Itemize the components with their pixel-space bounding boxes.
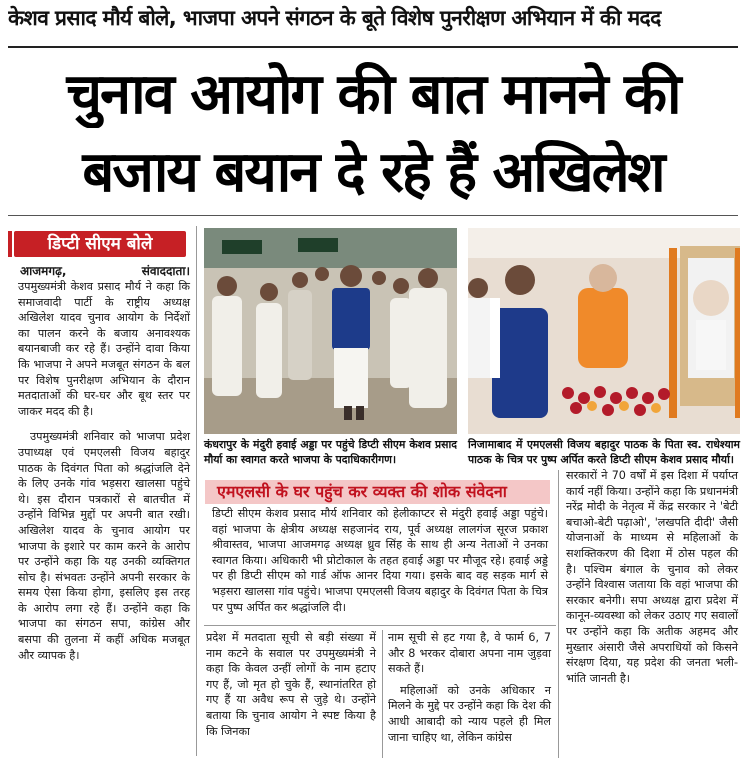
col3-paragraph-1: नाम सूची से हट गया है, वे फार्म 6, 7 और 8 भरकर दोबारा अपना नाम जुड़वा सकते हैं। <box>388 631 551 676</box>
subbox-title: एमएलसी के घर पहुंच कर व्यक्त की शोक संवेदना <box>205 480 550 504</box>
column-4: सरकारों ने 70 वर्षों में इस दिशा में पर्याप्त कार्य नहीं किया। उन्होंने कहा कि प्रधानमंत्री नरेंद्र मोदी के नेतृत्व में केंद्र सरकार ने 'बेटी बचाओ-बेटी पढ़ाओ', 'लखपति दीदी' जैसी योजनाओं के माध्यम से महिलाओं के सशक्तिकरण की दिशा में ठोस पहल की है। पश्चिम बंगाल के चुनाव को लेकर उन्होंने विश्वास जताया कि वहां भाजपा की सरकार बनेगी। सपा अध्यक्ष द्वारा प्रदेश में कानून-व्यवस्था को लेकर उठाए गए सवालों पर उन्होंने कहा कि अतीक अहमद और मुख्तार अंसारी जैसे अपराधियों को किसने संरक्षण दिया, यह प्रदेश की जनता भली-भांति जानती है। <box>566 469 738 685</box>
column-divider <box>382 630 383 758</box>
subbox-divider <box>204 625 556 626</box>
column-3 <box>388 630 551 745</box>
photo-airport-welcome <box>204 228 457 434</box>
headline-divider <box>8 215 738 216</box>
photo-airport-caption: कंधरापुर के मंदुरी हवाई अड्डा पर पहुंचे डिप्टी सीएम केशव प्रसाद मौर्या का स्वागत करते भाजपा के पदाधिकारीगण। <box>204 438 457 466</box>
kicker-headline: केशव प्रसाद मौर्य बोले, भाजपा अपने संगठन के बूते विशेष पुनरीक्षण अभियान में की मदद <box>8 6 661 30</box>
col1-paragraph-2: उपमुख्यमंत्री शनिवार को भाजपा प्रदेश उपाध्यक्ष एवं एमएलसी विजय बहादुर पाठक के दिवंगत पिता को श्रद्धांजलि देने के लिए उनके गांव भड़सरा खालसा पहुंचे थे। इस दौरान पत्रकारों से बातचीत में उन्होंने विभिन्न मुद्दों पर अपनी बात रखी। अखिलेश यादव के चुनाव आयोग पर भाजपा के इशारे पर काम करने के आरोप पर उन्होंने कहा कि यह उनकी व्यक्तिगत सोच है। संभवतः उन्होंने अपनी सरकार के समय ऐसा किया होगा, इसलिए इस तरह के आरोप लगा रहे हैं। उन्होंने कहा कि भाजपा का संगठन सपा, कांग्रेस और बसपा की तुलना में कहीं अधिक मजबूत और व्यापक है। <box>18 430 190 662</box>
top-divider <box>8 46 738 48</box>
photo-airport-welcome-illustration <box>204 228 457 434</box>
subbox-body: डिप्टी सीएम केशव प्रसाद मौर्य शनिवार को हेलीकाप्टर से मंदुरी हवाई अड्डा पहुंचे। वहां भाजपा के क्षेत्रीय अध्यक्ष सहजानंद राय, पूर्व अध्यक्ष लालगंज सूरज प्रकाश श्रीवास्तव, भाजपा आजमगढ़ अध्यक्ष ध्रुव सिंह के साथ ही अन्य नेताओं ने उनका स्वागत किया। अधिकारी भी प्रोटोकाल के तहत हवाई अड्डा पर मौजूद रहे। हवाई अड्डे पर ही डिप्टी सीएम को गार्ड ऑफ आनर दिया गया। इसके बाद वह सड़क मार्ग से भड़सरा खालसा गांव पहुंचे। भाजपा एमएलसी विजय बहादुर के दिवंगत पिता के चित्र पर पुष्प अर्पित कर श्रद्धांजलि दी। <box>212 507 548 614</box>
photo-floral-tribute-illustration <box>468 228 740 434</box>
dateline <box>20 262 190 279</box>
column-badge: डिप्टी सीएम बोले <box>14 231 186 257</box>
column-divider <box>196 226 197 756</box>
photo-floral-tribute <box>468 228 740 434</box>
column-1 <box>18 279 190 663</box>
column-divider <box>558 470 559 758</box>
dateline-credit: संवाददाता। <box>141 264 190 278</box>
main-headline-line-1: चुनाव आयोग की बात मानने की <box>66 62 680 127</box>
dateline-place: आजमगढ़, <box>20 264 67 278</box>
photo-tribute-caption: निजामाबाद में एमएलसी विजय बहादुर पाठक के पिता स्व. राधेश्याम पाठक के चित्र पर पुष्प अर्पित करते डिप्टी सीएम केशव प्रसाद मौर्या। <box>468 438 740 466</box>
col3-paragraph-2: महिलाओं को उनके अधिकार न मिलने के मुद्दे पर उन्होंने कहा कि देश की आधी आबादी को न्याय पहले ही मिल जाना चाहिए था, लेकिन कांग्रेस <box>388 683 551 744</box>
col1-paragraph-1: उपमुख्यमंत्री केशव प्रसाद मौर्य ने कहा कि समाजवादी पार्टी के राष्ट्रीय अध्यक्ष अखिलेश यादव चुनाव आयोग के निर्देशों का पालन करने के बजाय अनावश्यक बयानबाजी कर रहे हैं। उन्होंने दावा किया कि भाजपा ने अपने मजबूत संगठन के बल पर विशेष पुनरीक्षण अभियान के दौरान मतदाताओं की घर-घर और बूथ स्तर पर जाकर मदद की है। <box>18 280 190 418</box>
main-headline-line-2: बजाय बयान दे रहे हैं अखिलेश <box>82 140 664 205</box>
column-2: प्रदेश में मतदाता सूची से बड़ी संख्या में नाम कटने के सवाल पर उपमुख्यमंत्री ने कहा कि केवल उन्हीं लोगों के नाम हटाए गए हैं, जो मृत हो चुके हैं, स्थानांतरित हो गए हैं या अवैध रूप से जुड़े थे। उन्होंने बताया कि चुनाव आयोग ने स्पष्ट किया है कि जिनका <box>206 631 376 738</box>
